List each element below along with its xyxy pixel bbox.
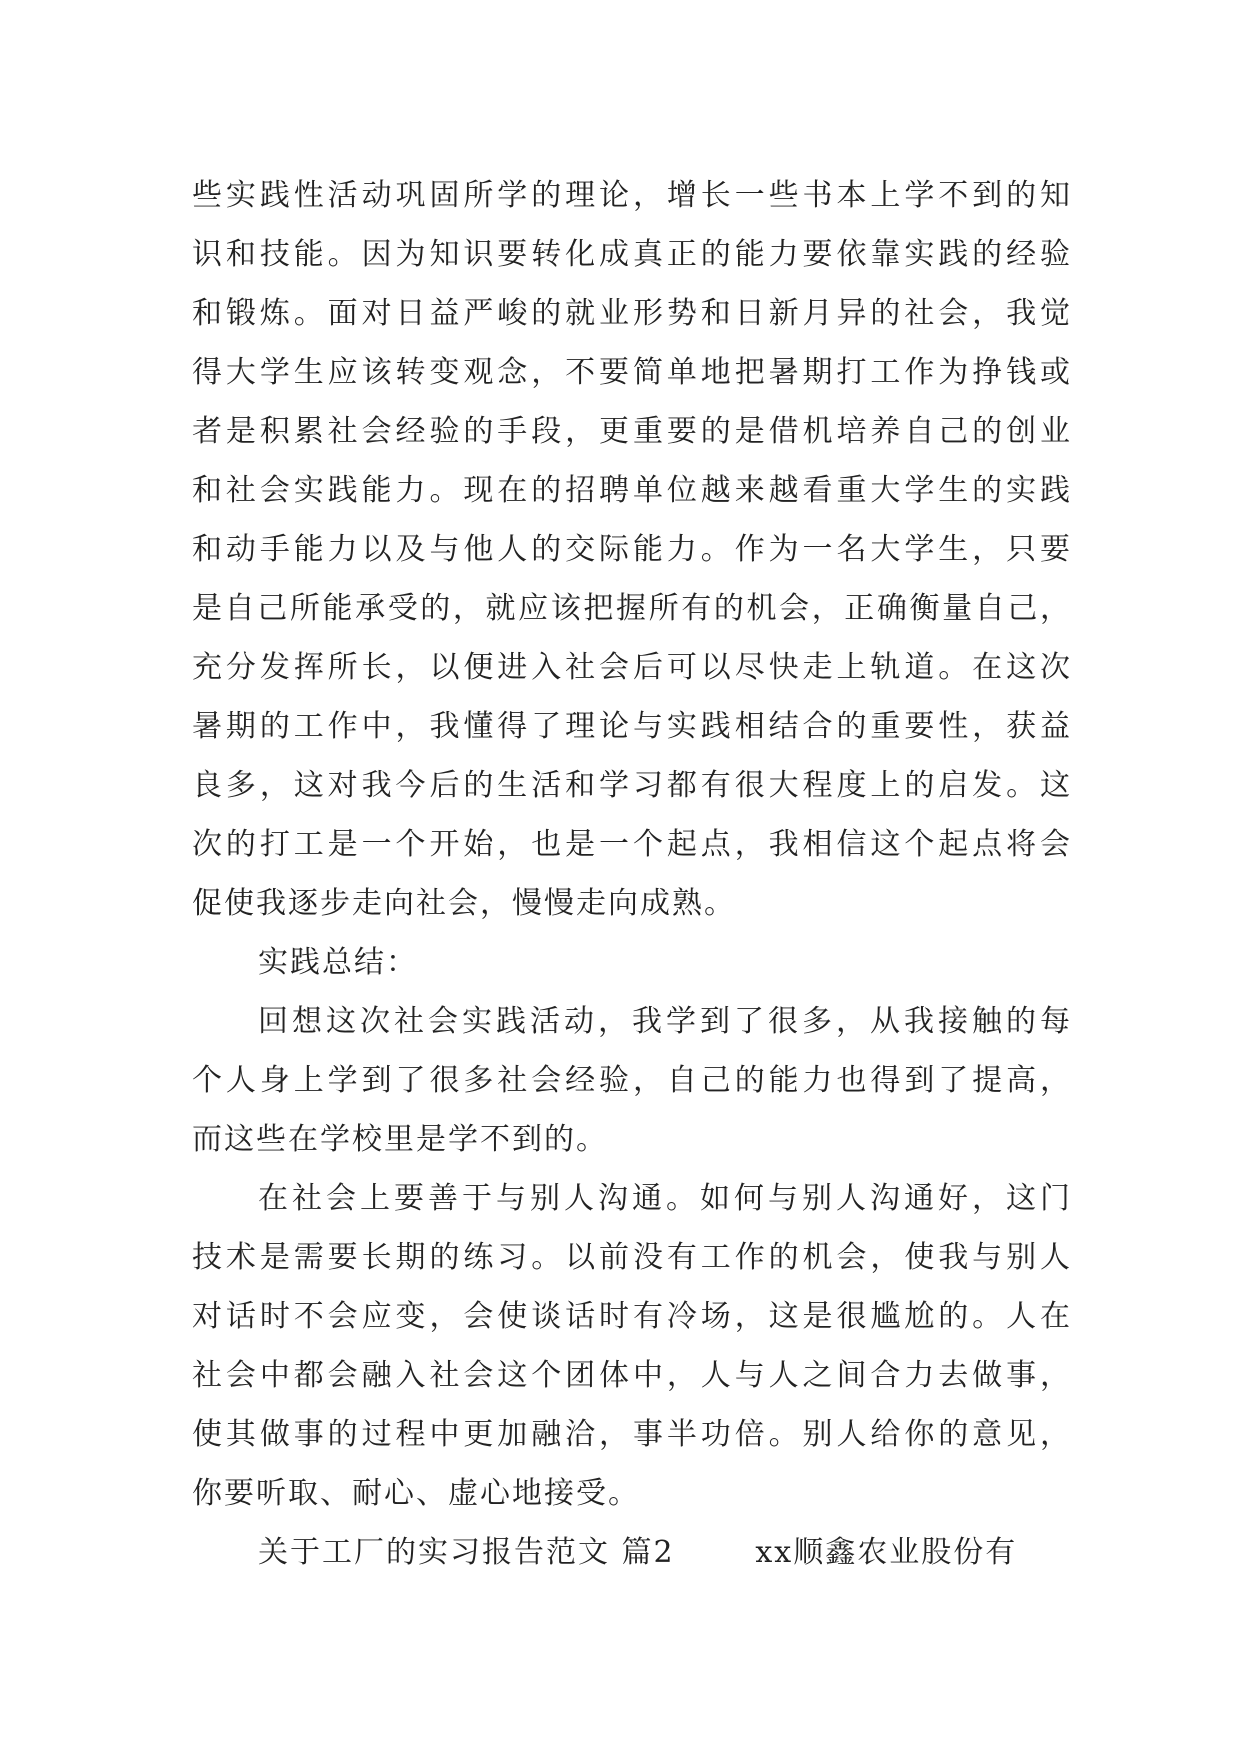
paragraph-line: 回想这次社会实践活动，我学到了很多，从我接触的每 — [258, 1004, 1072, 1039]
paragraph-line: 暑期的工作中，我懂得了理论与实践相结合的重要性，获益 — [192, 709, 1072, 744]
paragraph-line: 次的打工是一个开始，也是一个起点，我相信这个起点将会 — [192, 827, 1072, 862]
paragraph-line: 和动手能力以及与他人的交际能力。作为一名大学生，只要 — [192, 532, 1072, 567]
paragraph-line: 些实践性活动巩固所学的理论，增长一些书本上学不到的知 — [192, 178, 1072, 213]
paragraph-line: 识和技能。因为知识要转化成真正的能力要依靠实践的经验 — [192, 237, 1072, 272]
paragraph-line: 者是积累社会经验的手段，更重要的是借机培养自己的创业 — [192, 414, 1072, 449]
document-body — [192, 166, 1072, 1582]
paragraph-line: 社会中都会融入社会这个团体中，人与人之间合力去做事， — [192, 1358, 1072, 1393]
next-section-title: 关于工厂的实习报告范文 篇2 xx顺鑫农业股份有 — [258, 1535, 1018, 1570]
paragraph-line: 充分发挥所长，以便进入社会后可以尽快走上轨道。在这次 — [192, 650, 1072, 685]
paragraph-line: 和社会实践能力。现在的招聘单位越来越看重大学生的实践 — [192, 473, 1072, 508]
paragraph-line: 良多，这对我今后的生活和学习都有很大程度上的启发。这 — [192, 768, 1072, 803]
paragraph-line: 在社会上要善于与别人沟通。如何与别人沟通好，这门 — [258, 1181, 1072, 1216]
paragraph-line: 而这些在学校里是学不到的。 — [192, 1122, 608, 1157]
paragraph-line: 对话时不会应变，会使谈话时有冷场，这是很尴尬的。人在 — [192, 1299, 1072, 1334]
paragraph-line: 得大学生应该转变观念，不要简单地把暑期打工作为挣钱或 — [192, 355, 1072, 390]
paragraph-line: 和锻炼。面对日益严峻的就业形势和日新月异的社会，我觉 — [192, 296, 1072, 331]
paragraph-line: 个人身上学到了很多社会经验，自己的能力也得到了提高， — [192, 1063, 1072, 1098]
paragraph-line: 使其做事的过程中更加融洽，事半功倍。别人给你的意见， — [192, 1417, 1072, 1452]
paragraph-line: 技术是需要长期的练习。以前没有工作的机会，使我与别人 — [192, 1240, 1072, 1275]
section-heading: 实践总结： — [258, 945, 418, 980]
paragraph-line: 促使我逐步走向社会，慢慢走向成熟。 — [192, 886, 736, 921]
paragraph-line: 是自己所能承受的，就应该把握所有的机会，正确衡量自己， — [192, 591, 1072, 626]
paragraph-line: 你要听取、耐心、虚心地接受。 — [192, 1476, 640, 1511]
